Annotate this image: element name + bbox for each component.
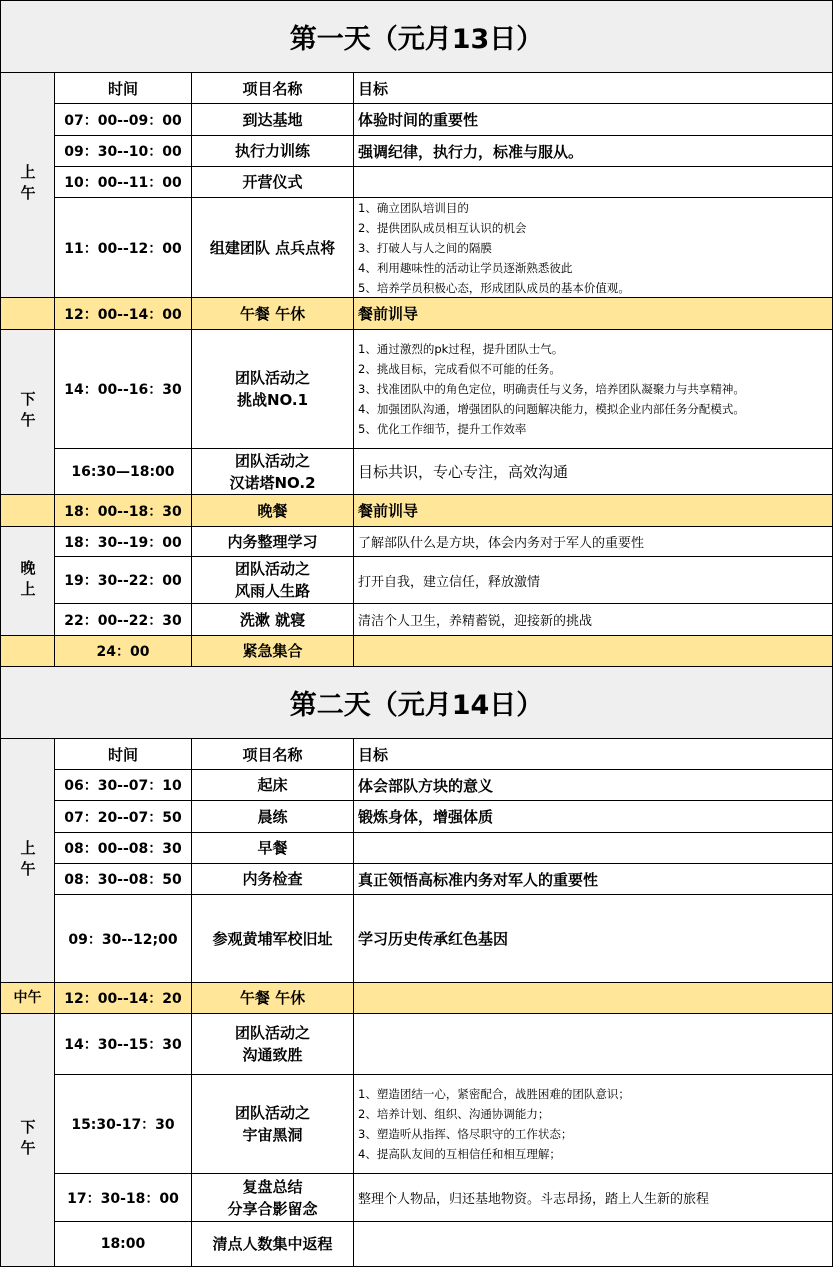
project-line: 团队活动之 xyxy=(234,451,310,470)
row-project: 午餐 午休 xyxy=(192,298,354,330)
gold-period-blank xyxy=(0,636,55,667)
row-time: 18：00--18：30 xyxy=(55,495,192,527)
goal-item: 1、塑造团结一心，紧密配合，战胜困难的团队意识； xyxy=(358,1087,630,1101)
header-time: 时间 xyxy=(55,73,192,104)
period-label: 下午 xyxy=(18,391,37,433)
row-time: 18：30--19：00 xyxy=(55,527,192,557)
row-time: 08：00--08：30 xyxy=(55,833,192,864)
row-time: 15:30-17：30 xyxy=(55,1075,192,1174)
project-line: 团队活动之 xyxy=(234,1104,310,1122)
header-goal: 目标 xyxy=(354,739,833,770)
header-goal: 目标 xyxy=(354,73,833,104)
meal-period-blank xyxy=(0,298,55,330)
goal-item: 2、提供团队成员相互认识的机会 xyxy=(358,220,527,235)
row-project xyxy=(192,449,354,495)
row-time: 10：00--11：00 xyxy=(55,167,192,198)
project-line: 挑战NO.1 xyxy=(236,391,309,409)
row-project xyxy=(192,1174,354,1222)
row-goal: 体会部队方块的意义 xyxy=(354,770,833,801)
period-label: 上午 xyxy=(18,839,37,882)
row-goal: 打开自我，建立信任，释放激情 xyxy=(354,557,833,604)
row-goal-list xyxy=(354,1075,833,1174)
project-line: 团队活动之 xyxy=(234,369,310,387)
row-goal: 整理个人物品，归还基地物资。斗志昂扬，踏上人生新的旅程 xyxy=(354,1174,833,1222)
row-project: 午餐 午休 xyxy=(192,983,354,1014)
row-goal: 目标共识，专心专注，高效沟通 xyxy=(354,449,833,495)
row-time: 17：30-18：00 xyxy=(55,1174,192,1222)
row-time: 12：00--14：00 xyxy=(55,298,192,330)
project-line: 沟通致胜 xyxy=(242,1046,303,1064)
project-line: 团队活动之 xyxy=(234,560,310,578)
row-goal xyxy=(354,983,833,1014)
row-project: 晚餐 xyxy=(192,495,354,527)
day2-title: 第二天（元月14日） xyxy=(0,667,833,739)
row-time: 22：00--22：30 xyxy=(55,604,192,636)
row-goal: 餐前训导 xyxy=(354,495,833,527)
row-goal-list xyxy=(354,330,833,449)
row-time: 24：00 xyxy=(55,636,192,667)
row-goal xyxy=(354,1222,833,1267)
day2-period-morning xyxy=(0,739,55,983)
project-line: 宇宙黑洞 xyxy=(242,1126,303,1144)
row-time: 07：20--07：50 xyxy=(55,801,192,833)
row-goal: 了解部队什么是方块，体会内务对于军人的重要性 xyxy=(354,527,833,557)
goal-item: 5、培养学员积极心态，形成团队成员的基本价值观。 xyxy=(358,280,630,295)
row-time: 18:00 xyxy=(55,1222,192,1267)
goal-item: 2、培养计划、组织、沟通协调能力； xyxy=(358,1107,550,1121)
header-time: 时间 xyxy=(55,739,192,770)
row-project: 内务整理学习 xyxy=(192,527,354,557)
row-goal-list xyxy=(354,198,833,298)
period-label: 晚上 xyxy=(18,560,37,602)
goal-item: 4、加强团队沟通，增强团队的问题解决能力，模拟企业内部任务分配模式。 xyxy=(358,402,745,416)
row-project: 早餐 xyxy=(192,833,354,864)
project-line: 风雨人生路 xyxy=(234,582,310,600)
row-project: 组建团队 点兵点将 xyxy=(192,198,354,298)
goal-item: 3、打破人与人之间的隔膜 xyxy=(358,240,492,255)
row-project xyxy=(192,1014,354,1075)
row-time: 11：00--12：00 xyxy=(55,198,192,298)
row-goal xyxy=(354,1014,833,1075)
day2-period-noon: 中午 xyxy=(0,983,55,1014)
header-project: 项目名称 xyxy=(192,73,354,104)
period-label: 下午 xyxy=(18,1119,37,1161)
goal-item: 4、提高队友间的互相信任和相互理解； xyxy=(358,1147,561,1161)
row-project: 清点人数集中返程 xyxy=(192,1222,354,1267)
row-goal: 学习历史传承红色基因 xyxy=(354,895,833,983)
day1-period-afternoon xyxy=(0,330,55,495)
row-project xyxy=(192,330,354,449)
row-goal: 餐前训导 xyxy=(354,298,833,330)
project-line: 分享合影留念 xyxy=(227,1199,318,1218)
row-project: 开营仪式 xyxy=(192,167,354,198)
row-project: 到达基地 xyxy=(192,104,354,136)
row-project: 洗漱 就寝 xyxy=(192,604,354,636)
row-time: 07：00--09：00 xyxy=(55,104,192,136)
goal-item: 2、挑战目标，完成看似不可能的任务。 xyxy=(358,362,561,376)
row-project: 内务检查 xyxy=(192,864,354,895)
goal-item: 4、利用趣味性的活动让学员逐渐熟悉彼此 xyxy=(358,260,573,275)
goal-item: 3、找准团队中的角色定位，明确责任与义务，培养团队凝聚力与共享精神。 xyxy=(358,382,745,396)
row-time: 16:30—18:00 xyxy=(55,449,192,495)
row-time: 09：30--12;00 xyxy=(55,895,192,983)
row-time: 14：00--16：30 xyxy=(55,330,192,449)
project-line: 团队活动之 xyxy=(234,1024,310,1042)
goal-item: 1、确立团队培训目的 xyxy=(358,200,469,215)
day1-period-morning xyxy=(0,73,55,298)
row-goal: 真正领悟高标准内务对军人的重要性 xyxy=(354,864,833,895)
day1-period-evening xyxy=(0,527,55,636)
goal-item: 1、通过激烈的pk过程，提升团队士气。 xyxy=(358,342,564,356)
row-time: 14：30--15：30 xyxy=(55,1014,192,1075)
row-project: 紧急集合 xyxy=(192,636,354,667)
row-project: 起床 xyxy=(192,770,354,801)
header-project: 项目名称 xyxy=(192,739,354,770)
goal-item: 3、塑造听从指挥、恪尽职守的工作状态； xyxy=(358,1127,573,1141)
day2-period-afternoon xyxy=(0,1014,55,1267)
row-project: 执行力训练 xyxy=(192,136,354,167)
row-goal xyxy=(354,636,833,667)
row-goal xyxy=(354,833,833,864)
goal-item: 5、优化工作细节，提升工作效率 xyxy=(358,422,527,436)
row-goal: 锻炼身体，增强体质 xyxy=(354,801,833,833)
row-time: 06：30--07：10 xyxy=(55,770,192,801)
row-goal: 体验时间的重要性 xyxy=(354,104,833,136)
meal-period-blank xyxy=(0,495,55,527)
row-time: 12：00--14：20 xyxy=(55,983,192,1014)
period-label: 上午 xyxy=(18,164,37,206)
row-goal xyxy=(354,167,833,198)
day1-title: 第一天（元月13日） xyxy=(0,0,833,73)
row-goal: 强调纪律，执行力，标准与服从。 xyxy=(354,136,833,167)
project-line: 汉诺塔NO.2 xyxy=(229,473,316,492)
project-line: 复盘总结 xyxy=(242,1177,303,1196)
row-project xyxy=(192,1075,354,1174)
row-time: 08：30--08：50 xyxy=(55,864,192,895)
row-time: 19：30--22：00 xyxy=(55,557,192,604)
row-project: 参观黄埔军校旧址 xyxy=(192,895,354,983)
row-project xyxy=(192,557,354,604)
row-time: 09：30--10：00 xyxy=(55,136,192,167)
row-goal: 清洁个人卫生，养精蓄锐，迎接新的挑战 xyxy=(354,604,833,636)
row-project: 晨练 xyxy=(192,801,354,833)
